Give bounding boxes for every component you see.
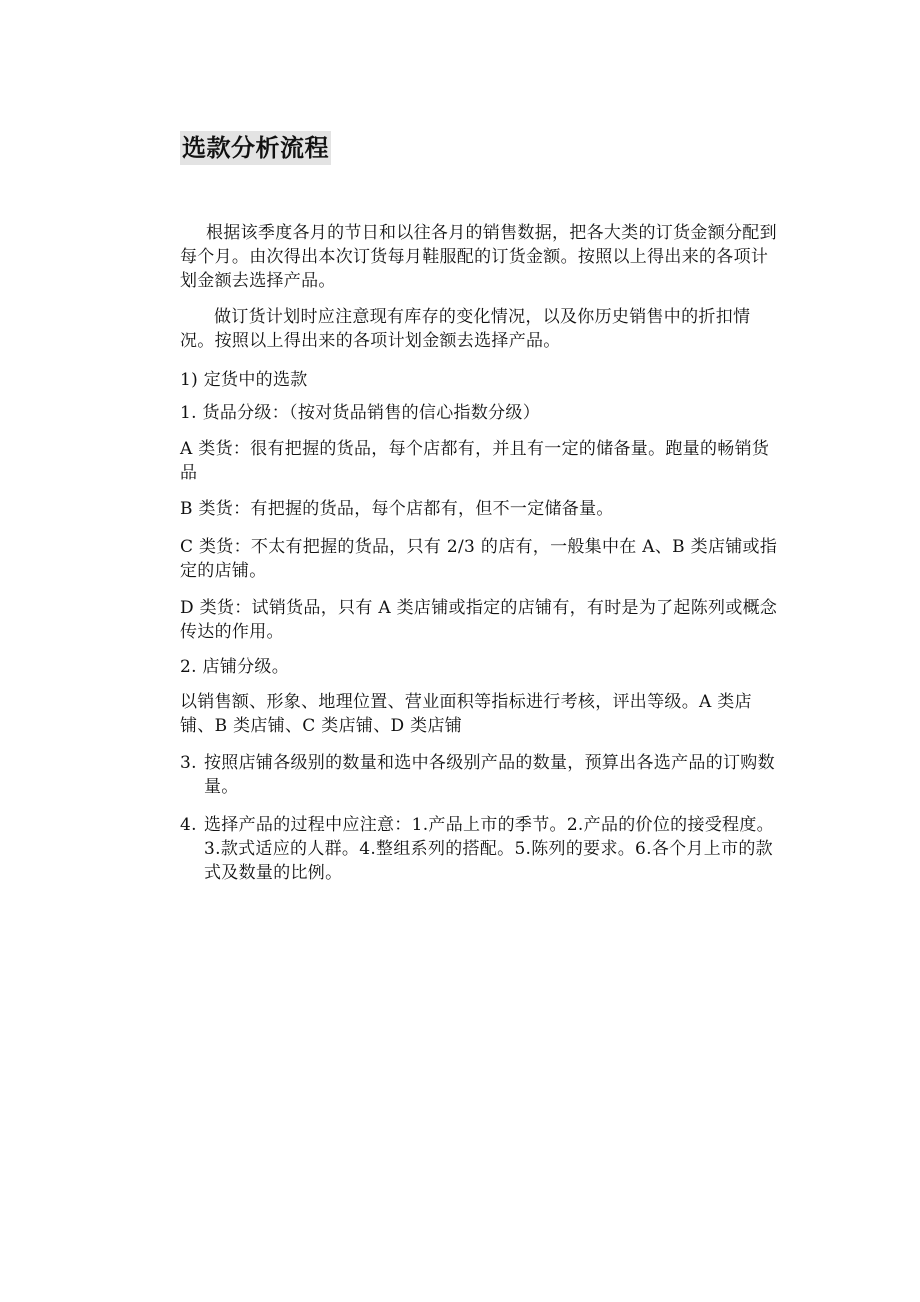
document-title: 选款分析流程 bbox=[180, 131, 331, 165]
list-text: 选择产品的过程中应注意：1.产品上市的季节。2.产品的价位的接受程度。3.款式适应的人群。4.整组系列的搭配。5.陈列的要求。6.各个月上市的款式及数量的比例。 bbox=[204, 815, 774, 883]
list-number: 4. bbox=[180, 815, 197, 835]
list-number: 3. bbox=[180, 753, 197, 773]
grade-b: B 类货：有把握的货品，每个店都有，但不一定储备量。 bbox=[180, 499, 614, 519]
list-item bbox=[180, 751, 782, 799]
list-item bbox=[180, 813, 782, 885]
store-heading: 2. 店铺分级。 bbox=[180, 657, 290, 677]
list-text: 按照店铺各级别的数量和选中各级别产品的数量，预算出各选产品的订购数量。 bbox=[204, 753, 775, 797]
grading-heading: 1. 货品分级：（按对货品销售的信心指数分级） bbox=[180, 403, 541, 423]
grade-c: C 类货：不太有把握的货品，只有 2/3 的店有，一般集中在 A、B 类店铺或指定的店铺。 bbox=[180, 537, 778, 581]
store-text: 以销售额、形象、地理位置、营业面积等指标进行考核，评出等级。A 类店铺、B 类店铺、C 类店铺、D 类店铺 bbox=[180, 692, 752, 736]
grade-d: D 类货：试销货品，只有 A 类店铺或指定的店铺有，有时是为了起陈列或概念传达的作用。 bbox=[180, 598, 778, 642]
section-heading: 1) 定货中的选款 bbox=[180, 370, 308, 390]
grade-a: A 类货：很有把握的货品，每个店都有，并且有一定的储备量。跑量的畅销货品 bbox=[180, 439, 770, 483]
intro-paragraph: 根据该季度各月的节日和以往各月的销售数据，把各大类的订货金额分配到每个月。由次得出本次订货每月鞋服配的订货金额。按照以上得出来的各项计划金额去选择产品。 bbox=[180, 223, 777, 291]
planning-paragraph: 做订货计划时应注意现有库存的变化情况，以及你历史销售中的折扣情况。按照以上得出来的各项计划金额去选择产品。 bbox=[180, 307, 751, 351]
